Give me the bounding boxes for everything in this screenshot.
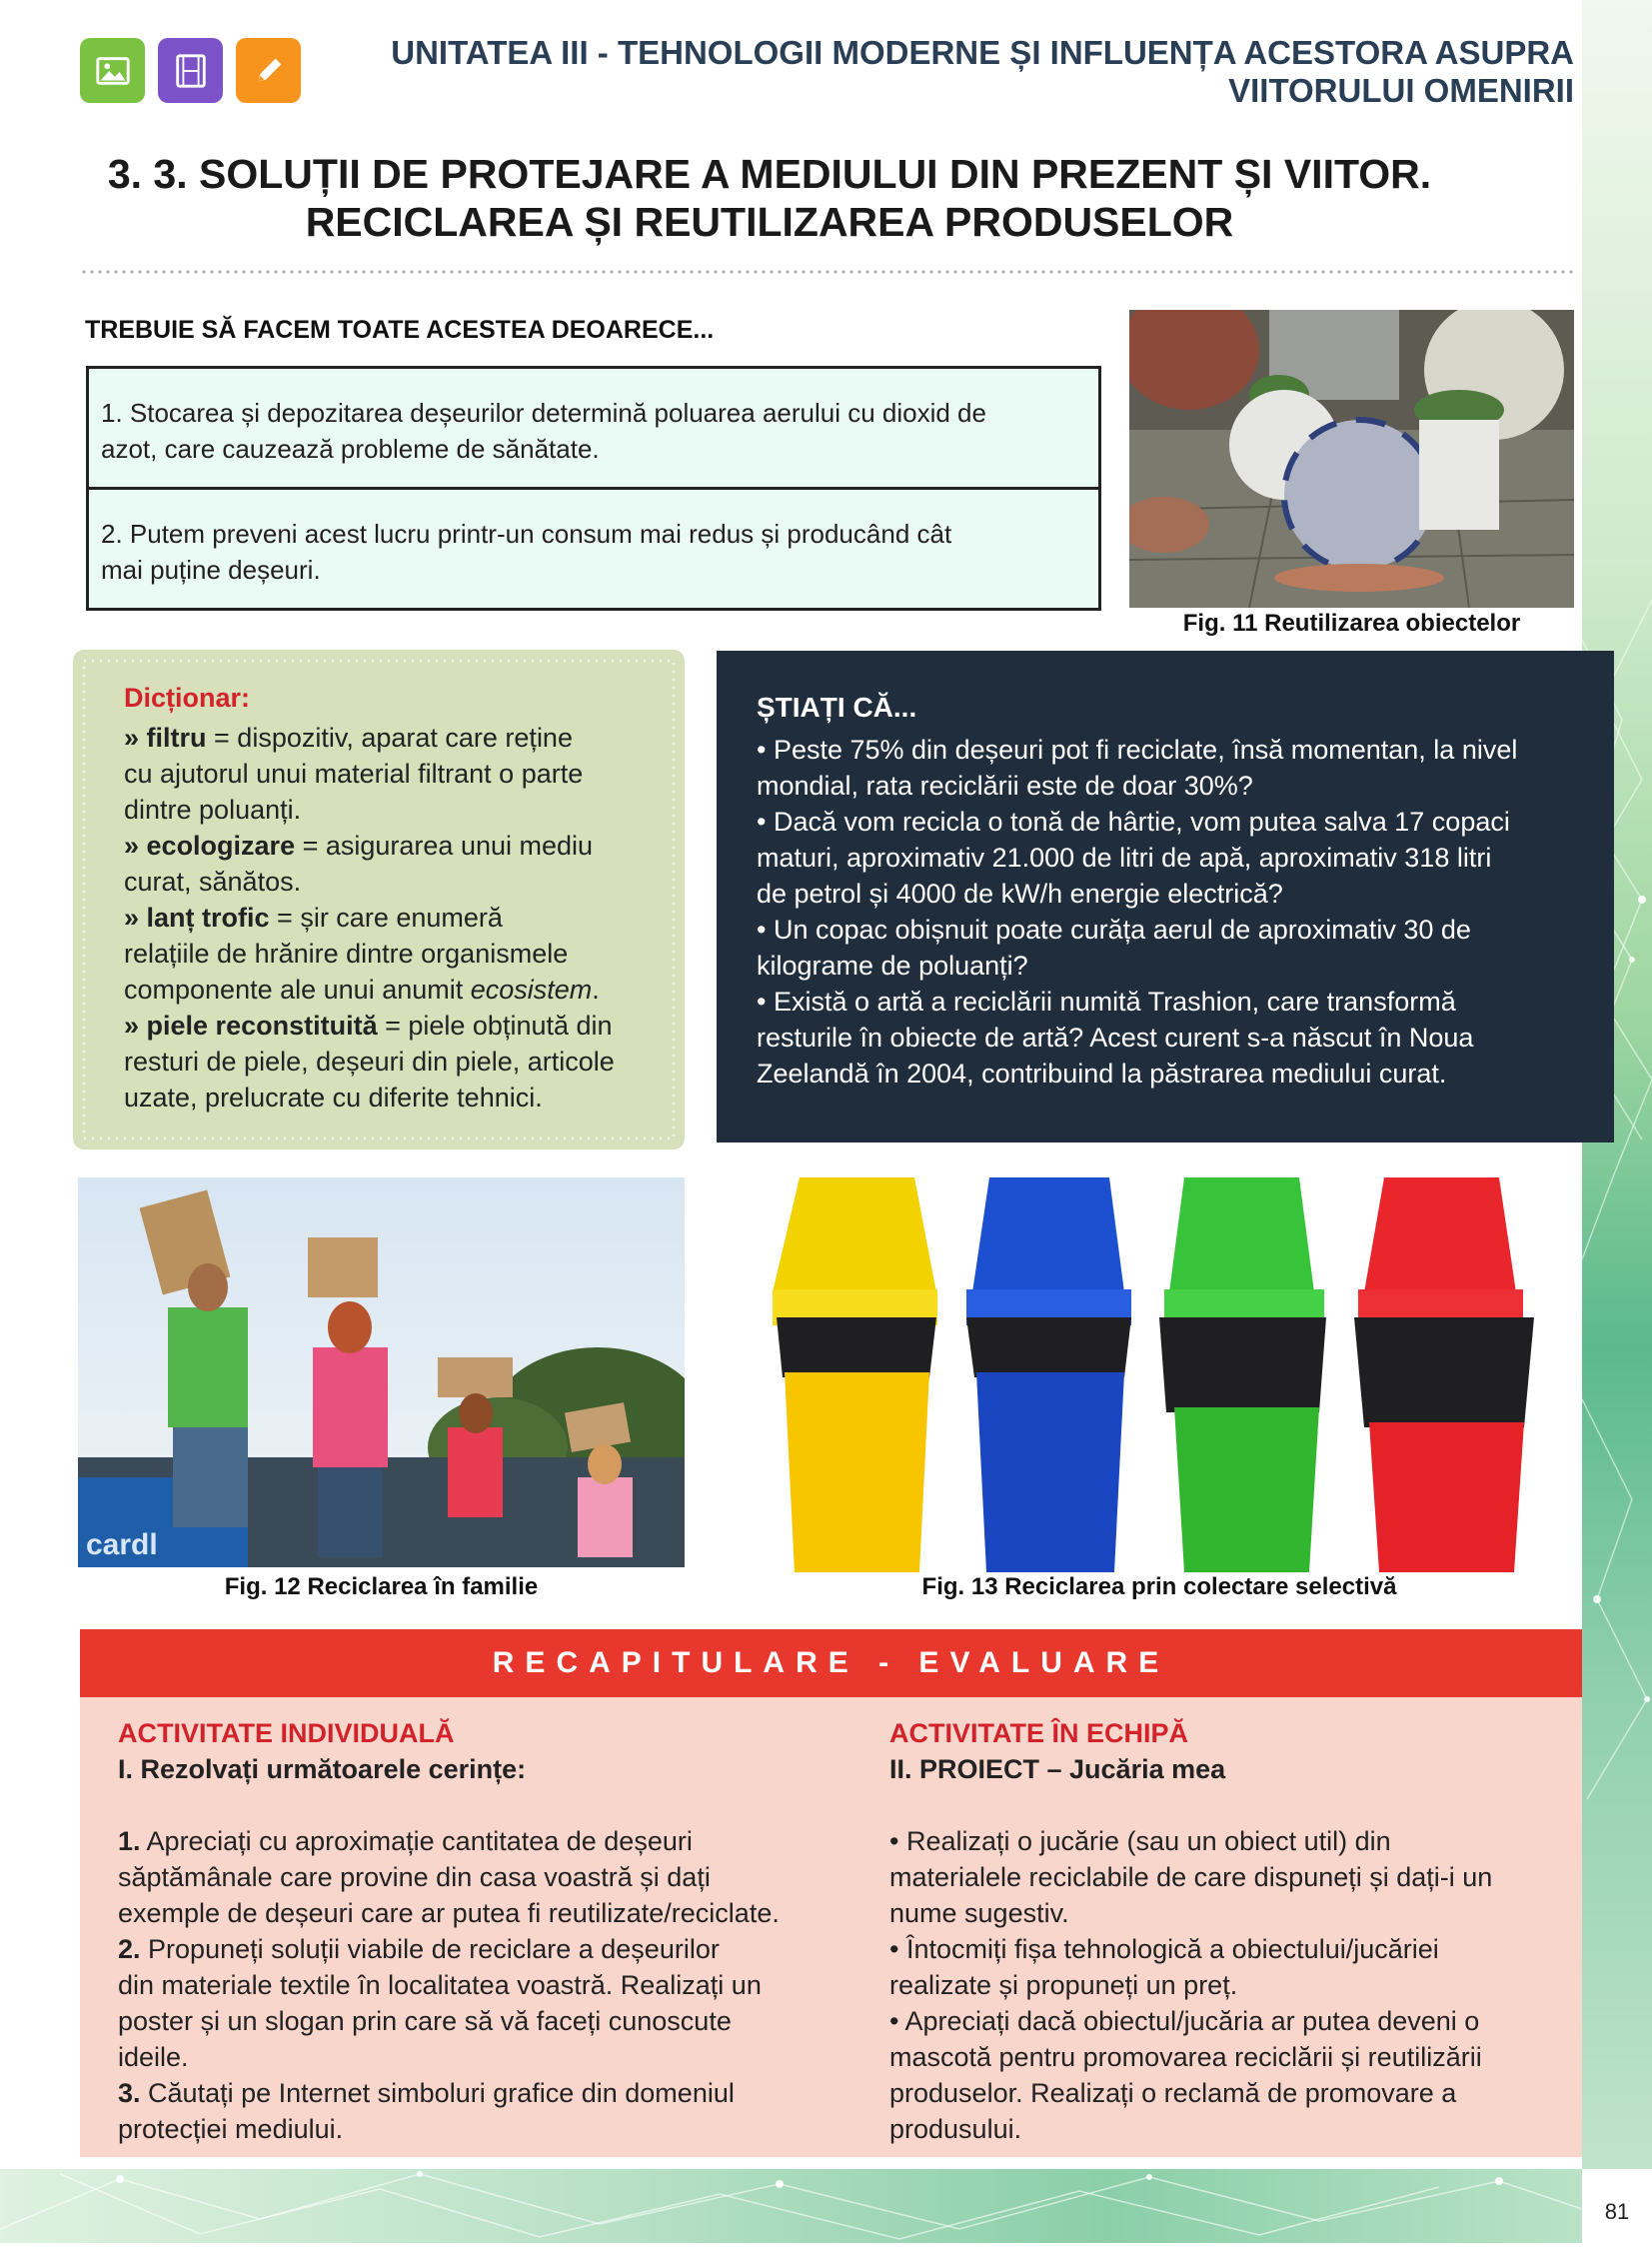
unit-title xyxy=(360,34,1574,110)
team-activity xyxy=(889,1715,1569,2147)
film-icon[interactable] xyxy=(158,38,223,103)
team-line: • Întocmiți fișa tehnologică a obiectului/jucăriei xyxy=(889,1934,1439,1964)
task-number: 1. xyxy=(118,1826,141,1856)
entry-def: relațiile de hrănire dintre organismele xyxy=(124,939,569,969)
task-text: ideile. xyxy=(118,2042,189,2072)
dictionary-content xyxy=(124,680,664,1116)
lesson-title-line1: 3. 3. SOLUȚII DE PROTEJARE A MEDIULUI DIN PREZENT ȘI VIITOR. xyxy=(107,151,1432,197)
image-icon[interactable] xyxy=(80,38,145,103)
task-number: 2. xyxy=(118,1934,141,1964)
why-item-2 xyxy=(89,487,1098,608)
task-number: 3. xyxy=(118,2078,141,2108)
why-item-1-line1: 1. Stocarea și depozitarea deșeurilor determină poluarea aerului cu dioxid de xyxy=(101,398,986,428)
did-you-know-line: • Peste 75% din deșeuri pot fi reciclate, însă momentan, la nivel xyxy=(757,735,1518,765)
fig12-caption: Fig. 12 Reciclarea în familie xyxy=(224,1573,539,1600)
task-text: Căutați pe Internet simboluri grafice din domeniul xyxy=(140,2078,735,2108)
individual-activity-heading: ACTIVITATE INDIVIDUALĂ xyxy=(118,1718,455,1748)
team-line: • Realizați o jucărie (sau un obiect util) din xyxy=(889,1826,1391,1856)
fig13-caption: Fig. 13 Reciclarea prin colectare selectivă xyxy=(921,1573,1397,1600)
fig12-sign-text: cardl xyxy=(86,1528,158,1561)
team-line: mascotă pentru promovarea reciclării și reutilizării xyxy=(889,2042,1482,2072)
entry-term: filtru xyxy=(146,723,207,753)
entry-bullet: » xyxy=(124,723,147,753)
unit-title-line2: VIITORULUI OMENIRII xyxy=(1228,72,1574,109)
did-you-know-line: • Există o artă a reciclării numită Trashion, care transformă xyxy=(757,987,1456,1017)
entry-def: . xyxy=(592,975,600,1005)
entry-bullet: » xyxy=(124,903,147,933)
why-item-2-line2: mai puține deșeuri. xyxy=(101,555,321,585)
did-you-know-line: mondial, rata reciclării este de doar 30%? xyxy=(757,771,1253,801)
entry-bullet: » xyxy=(124,831,147,861)
task-text: poster și un slogan prin care să vă faceți cunoscute xyxy=(118,2006,732,2036)
team-line: produsului. xyxy=(889,2114,1022,2144)
did-you-know-line: • Un copac obișnuit poate curăța aerul de aproximativ 30 de xyxy=(757,915,1471,945)
team-line: • Apreciați dacă obiectul/jucăria ar putea deveni o xyxy=(889,2006,1480,2036)
did-you-know-line: • Dacă vom recicla o tonă de hârtie, vom putea salva 17 copaci xyxy=(757,807,1510,837)
network-pattern-bottom xyxy=(0,2169,1582,2243)
task-text: săptămânale care provine din casa voastră și dați xyxy=(118,1862,711,1892)
individual-activity xyxy=(118,1715,837,2147)
why-box xyxy=(86,366,1101,611)
entry-term: piele reconstituită xyxy=(146,1011,378,1041)
dotted-divider xyxy=(80,268,1574,278)
task-2 xyxy=(118,1931,837,2075)
team-activity-subheading: II. PROIECT – Jucăria mea xyxy=(889,1754,1226,1784)
fig11-photo xyxy=(1129,310,1574,608)
recap-band: RECAPITULARE - EVALUARE xyxy=(80,1629,1582,1697)
why-heading: TREBUIE SĂ FACEM TOATE ACESTEA DEOARECE... xyxy=(85,316,715,344)
task-1 xyxy=(118,1823,837,1931)
entry-def: resturi de piele, deșeuri din piele, articole xyxy=(124,1047,615,1077)
individual-activity-subheading: I. Rezolvați următoarele cerințe: xyxy=(118,1754,527,1784)
task-text: din materiale textile în localitatea voastră. Realizați un xyxy=(118,1970,762,2000)
entry-term: ecologizare xyxy=(146,831,296,861)
task-3 xyxy=(118,2075,837,2147)
why-item-1-line2: azot, care cauzează probleme de sănătate. xyxy=(101,434,600,464)
why-item-2-line1: 2. Putem preveni acest lucru printr-un consum mai redus și producând cât xyxy=(101,519,952,549)
did-you-know-line: kilograme de poluanți? xyxy=(757,951,1028,981)
team-line: produselor. Realizați o reclamă de promovare a xyxy=(889,2078,1457,2108)
unit-title-line1: UNITATEA III - TEHNOLOGII MODERNE ȘI INFLUENȚA ACESTORA ASUPRA xyxy=(391,34,1574,71)
bottom-decorative-strip xyxy=(0,2169,1582,2243)
why-item-1 xyxy=(89,369,1098,487)
task-text: protecției mediului. xyxy=(118,2114,344,2144)
entry-def: = asigurarea unui mediu xyxy=(295,831,594,861)
entry-bullet: » xyxy=(124,1011,147,1041)
lesson-title-line2: RECICLAREA ȘI REUTILIZAREA PRODUSELOR xyxy=(305,199,1234,245)
fig12-photo xyxy=(78,1177,685,1567)
entry-def: dintre poluanți. xyxy=(124,795,302,825)
entry-def: = șir care enumeră xyxy=(269,903,503,933)
team-line: nume sugestiv. xyxy=(889,1898,1069,1928)
dictionary-entry-piele xyxy=(124,1008,664,1116)
did-you-know-line: Zeelandă în 2004, contribuind la păstrarea mediului curat. xyxy=(757,1059,1447,1089)
dictionary-entry-lant-trofic xyxy=(124,900,664,1008)
entry-def: componente ale unui anumit xyxy=(124,975,471,1005)
dictionary-entry-ecologizare xyxy=(124,828,664,900)
did-you-know-content xyxy=(757,690,1578,1092)
did-you-know-line: resturile în obiecte de artă? Acest curent s-a născut în Noua xyxy=(757,1023,1474,1053)
dictionary-title: Dicționar: xyxy=(124,683,251,713)
entry-def: = piele obținută din xyxy=(377,1011,613,1041)
lesson-title xyxy=(80,150,1459,246)
team-line: realizate și propuneți un preț. xyxy=(889,1970,1238,2000)
task-text: Apreciați cu aproximație cantitatea de deșeuri xyxy=(140,1826,693,1856)
did-you-know-title: ȘTIAȚI CĂ... xyxy=(757,692,917,723)
fig13-photo xyxy=(765,1177,1554,1575)
fig11-caption: Fig. 11 Reutilizarea obiectelor xyxy=(1182,610,1521,637)
entry-def: curat, sănătos. xyxy=(124,867,302,897)
entry-term: lanț trofic xyxy=(146,903,270,933)
entry-def: cu ajutorul unui material filtrant o parte xyxy=(124,759,584,789)
entry-italic: ecosistem xyxy=(470,975,593,1005)
pencil-icon[interactable] xyxy=(236,38,301,103)
page-number: 81 xyxy=(1604,2199,1630,2224)
entry-def: = dispozitiv, aparat care reține xyxy=(206,723,573,753)
did-you-know-line: maturi, aproximativ 21.000 de litri de apă, aproximativ 318 litri xyxy=(757,843,1492,873)
task-text: exemple de deșeuri care ar putea fi reutilizate/reciclate. xyxy=(118,1898,780,1928)
team-line: materialele reciclabile de care dispuneți și dați-i un xyxy=(889,1862,1493,1892)
did-you-know-line: de petrol și 4000 de kW/h energie electrică? xyxy=(757,879,1283,909)
entry-def: uzate, prelucrate cu diferite tehnici. xyxy=(124,1083,543,1113)
team-activity-heading: ACTIVITATE ÎN ECHIPĂ xyxy=(889,1718,1189,1748)
task-text: Propuneți soluții viabile de reciclare a deșeurilor xyxy=(140,1934,720,1964)
dictionary-entry-filtru xyxy=(124,720,664,828)
